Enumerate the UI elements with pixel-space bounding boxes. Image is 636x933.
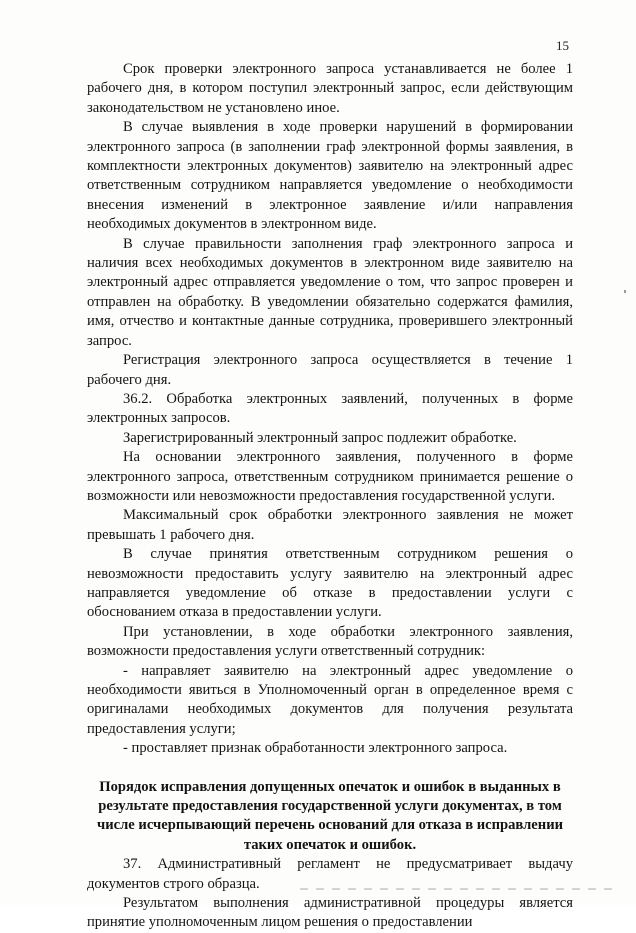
scan-artifact-mark <box>624 290 626 293</box>
paragraph: Результатом выполнения административной процедуры является принятие уполномоченным лицом решения о предоставлении <box>87 895 573 931</box>
paragraph: 37. Административный регламент не предусматривает выдачу документов строго образца. <box>87 856 573 892</box>
paragraph: Срок проверки электронного запроса устанавливается не более 1 рабочего дня, в котором поступил электронный запрос, если действующим законодательством не установлено иное. <box>87 61 573 116</box>
paragraph: На основании электронного заявления, полученного в форме электронного запроса, ответственным сотрудником принимается решение о возможности или невозможности предоставления государственной услуги. <box>87 449 573 504</box>
document-body <box>87 60 573 933</box>
page-number: 15 <box>556 38 569 53</box>
paragraph: Зарегистрированный электронный запрос подлежит обработке. <box>123 429 517 446</box>
paragraph: В случае правильности заполнения граф электронного запроса и наличия всех необходимых документов в электронном виде заявителю на электронный адрес отправляется уведомление о том, что запрос проверен и отправлен на обработку. В уведомлении обязательно содержатся фамилия, имя, отчество и контактные данные сотрудника, проверившего электронный запрос. <box>87 235 573 349</box>
paragraph: При установлении, в ходе обработки электронного заявления, возможности предоставления услуги ответственный сотрудник: <box>87 623 573 660</box>
paragraph: В случае выявления в ходе проверки нарушений в формировании электронного запроса (в заполнении граф электронной формы заявления, в комплектности электронных документов) заявителю на электронный адрес ответственным сотрудником направляется уведомление о необходимости внесения изменений в электронное заявление и/или направления необходимых документов в электронном виде. <box>87 119 573 233</box>
list-item: - направляет заявителю на электронный адрес уведомление о необходимости явиться в Уполномоченный орган в определенное время с оригиналами необходимых документов для получения результата предоставления услуги; <box>87 662 573 737</box>
section-heading: Порядок исправления допущенных опечаток и ошибок в выданных в результате предоставления государственной услуги документах, в том числе исчерпывающий перечень оснований для отказа в исправлении таких опечаток и ошибок. <box>96 778 564 853</box>
list-item: - проставляет признак обработанности электронного запроса. <box>123 740 508 757</box>
paragraph: В случае принятия ответственным сотрудником решения о невозможности предоставить услугу заявителю на электронный адрес направляется уведомление об отказе в предоставлении услуги с обоснованием отказа в предоставлении услуги. <box>87 546 573 621</box>
scan-artifact-line <box>300 888 620 890</box>
paragraph: Регистрация электронного запроса осуществляется в течение 1 рабочего дня. <box>87 352 573 388</box>
paragraph: 36.2. Обработка электронных заявлений, полученных в форме электронных запросов. <box>87 390 573 427</box>
paragraph: Максимальный срок обработки электронного заявления не может превышать 1 рабочего дня. <box>87 507 573 543</box>
